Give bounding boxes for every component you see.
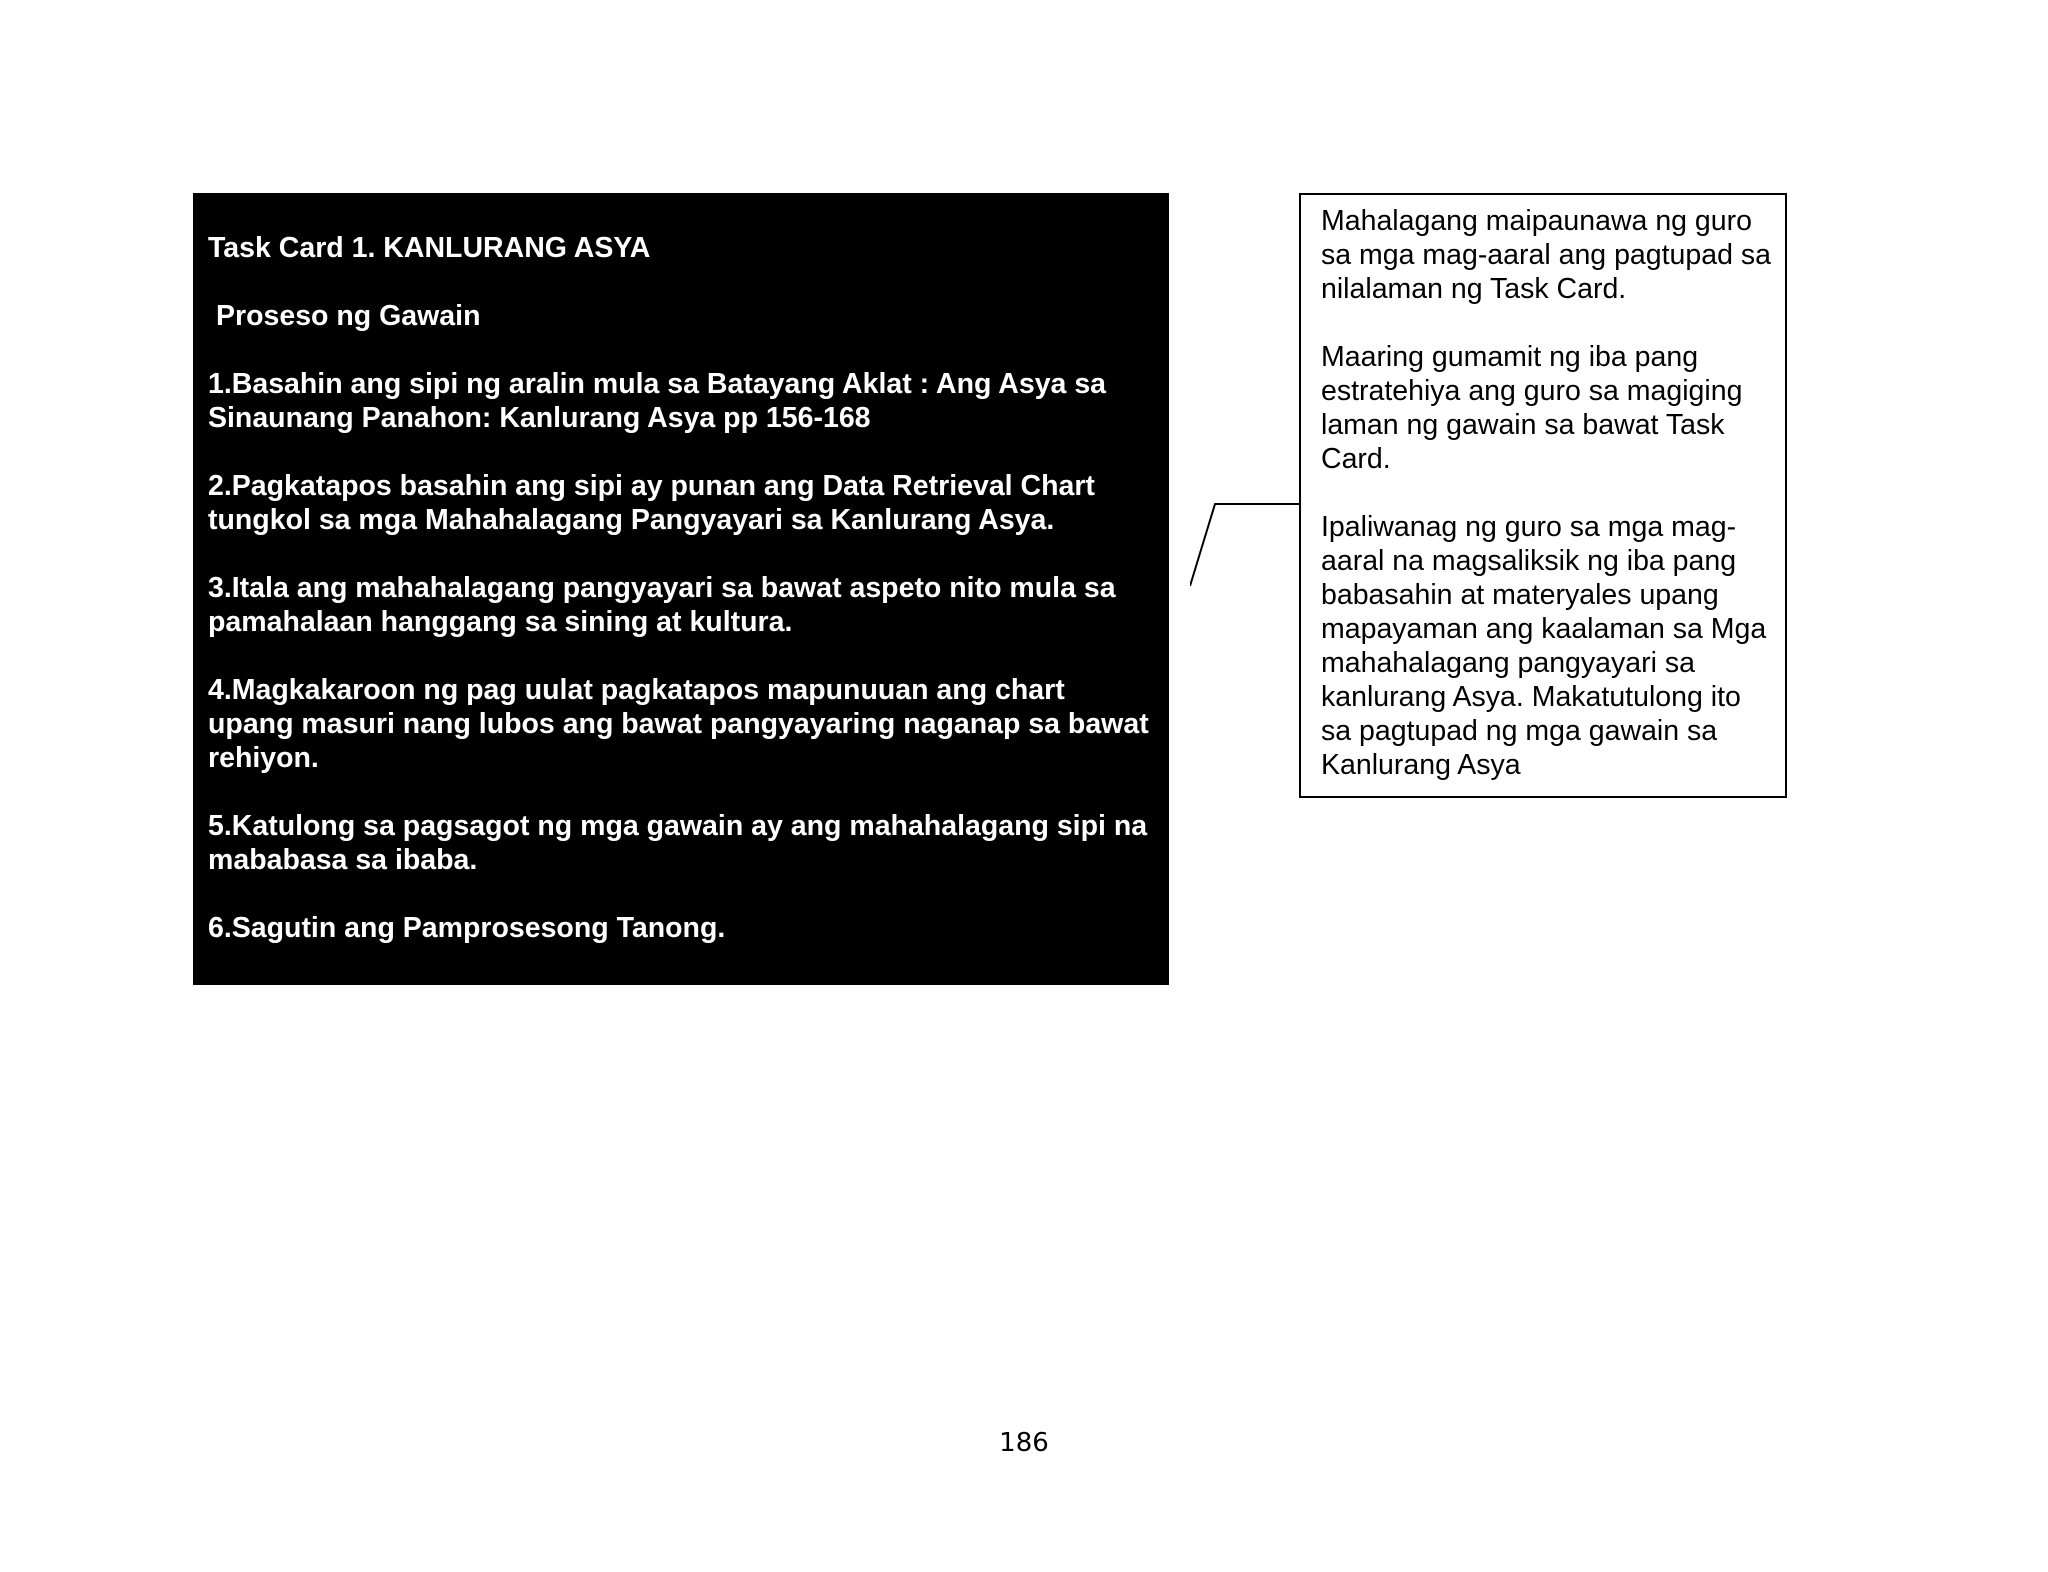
teacher-note-box: [1299, 193, 1787, 798]
task-card-subtitle: Proseso ng Gawain: [216, 300, 481, 332]
task-card-title: Task Card 1. KANLURANG ASYA: [208, 232, 651, 264]
task-card: [193, 193, 1169, 985]
page-number: 186: [999, 1428, 1049, 1458]
task-step: 3.Itala ang mahahalagang pangyayari sa bawat aspeto nito mula sa pamahalaan hanggang sa sining at kultura.: [208, 572, 1116, 638]
task-step: 1.Basahin ang sipi ng aralin mula sa Batayang Aklat : Ang Asya sa Sinaunang Panahon: Kanlurang Asya pp 156-168: [208, 368, 1107, 434]
callout-connector: [1190, 500, 1302, 590]
task-step: 6.Sagutin ang Pamprosesong Tanong.: [208, 912, 726, 944]
teacher-note-paragraph: Mahalagang maipaunawa ng guro sa mga mag-aaral ang pagtupad sa nilalaman ng Task Card.: [1321, 205, 1771, 305]
task-step: 5.Katulong sa pagsagot ng mga gawain ay ang mahahalagang sipi na mababasa sa ibaba.: [208, 810, 1148, 876]
task-step: 4.Magkakaroon ng pag uulat pagkatapos mapunuuan ang chart upang masuri nang lubos ang bawat pangyayaring naganap sa bawat rehiyon.: [208, 674, 1149, 774]
task-step: 2.Pagkatapos basahin ang sipi ay punan ang Data Retrieval Chart tungkol sa mga Mahahalagang Pangyayari sa Kanlurang Asya.: [208, 470, 1095, 536]
teacher-note-paragraph: Ipaliwanag ng guro sa mga mag-aaral na magsaliksik ng iba pang babasahin at materyales upang mapayaman ang kaalaman sa Mga mahahalagang pangyayari sa kanlurang Asya. Makatutulong ito sa pagtupad ng mga gawain sa Kanlurang Asya: [1321, 511, 1767, 781]
teacher-note-paragraph: Maaring gumamit ng iba pang estratehiya ang guro sa magiging laman ng gawain sa bawat Task Card.: [1321, 341, 1743, 475]
